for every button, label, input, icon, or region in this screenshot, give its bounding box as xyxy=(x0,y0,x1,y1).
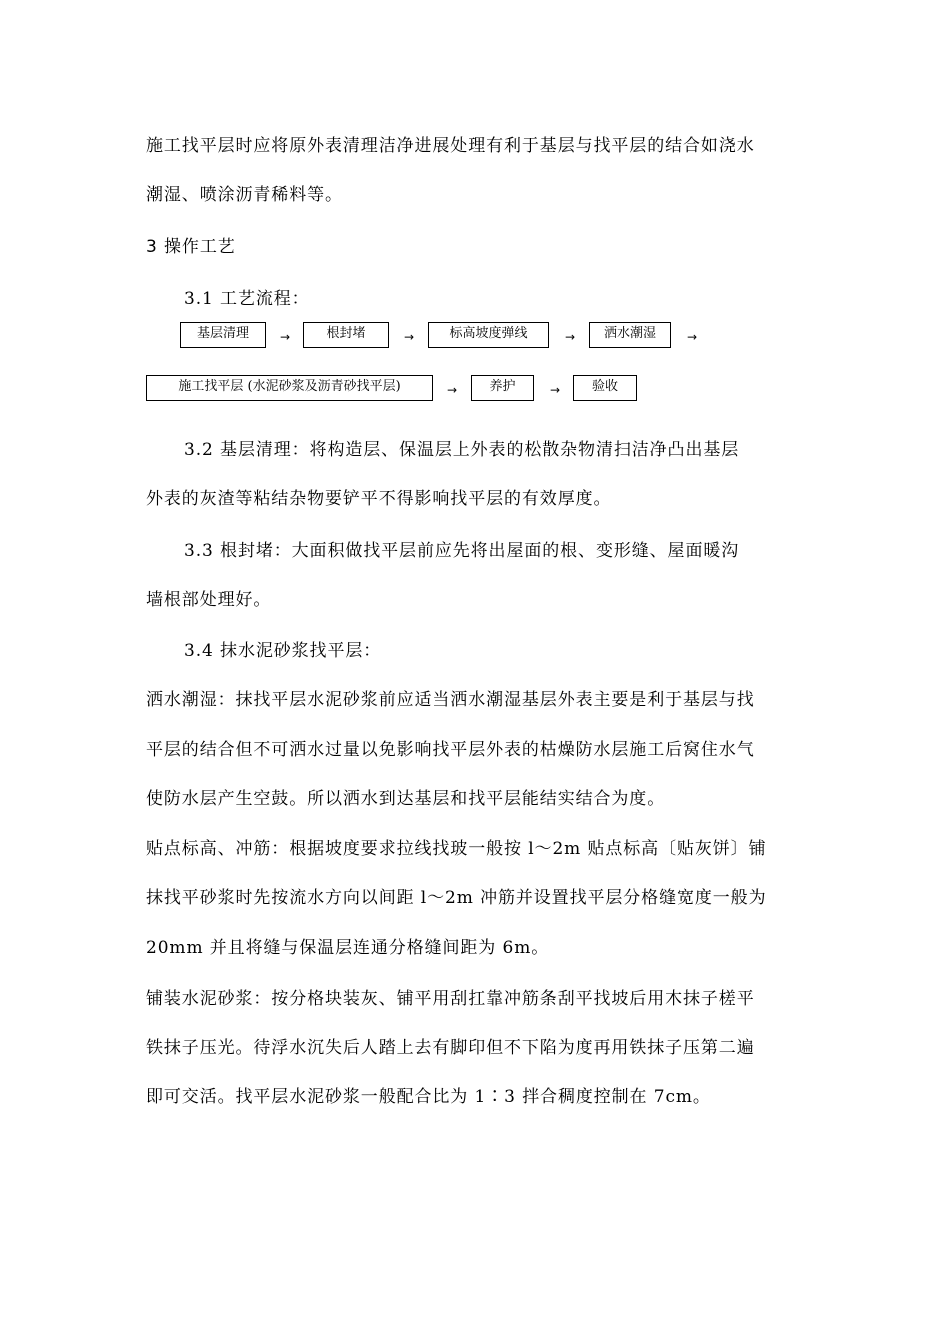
section-3-3-line-2: 墙根部处理好。 xyxy=(146,590,272,610)
marking-paragraph-line-1: 贴点标高、冲筋：根据坡度要求拉线找玻一般按 l～2m 贴点标高〔贴灰饼〕铺 xyxy=(146,839,767,859)
paving-paragraph-line-1: 铺装水泥砂浆：按分格块装灰、铺平用刮扛靠冲筋条刮平找坡后用木抹子槎平 xyxy=(146,989,755,1009)
paragraph-intro-line-1: 施工找平层时应将原外表清理洁净进展处理有利于基层与找平层的结合如浇水 xyxy=(146,136,755,156)
section-heading-3: 3 操作工艺 xyxy=(146,237,236,257)
wetting-paragraph-line-1: 洒水潮湿：抹找平层水泥砂浆前应适当洒水潮湿基层外表主要是利于基层与找 xyxy=(146,690,755,710)
flow-step-curing: 养护 xyxy=(471,375,534,401)
flow-step-leveling-layer: 施工找平层 (水泥砂浆及沥青砂找平层) xyxy=(146,375,433,401)
flow-arrow-icon: → xyxy=(280,330,291,344)
flow-step-root-sealing: 根封堵 xyxy=(303,322,389,348)
flow-arrow-icon: → xyxy=(550,383,561,397)
section-3-2-line-2: 外表的灰渣等粘结杂物要铲平不得影响找平层的有效厚度。 xyxy=(146,489,612,509)
flow-arrow-icon: → xyxy=(565,330,576,344)
flow-step-elevation-slope-marking: 标高坡度弹线 xyxy=(428,322,549,348)
section-3-2-line-1: 3.2 基层清理：将构造层、保温层上外表的松散杂物清扫洁净凸出基层 xyxy=(184,440,740,460)
flow-step-wetting: 洒水潮湿 xyxy=(589,322,671,348)
wetting-paragraph-line-3: 使防水层产生空鼓。所以洒水到达基层和找平层能结实结合为度。 xyxy=(146,789,666,809)
flow-step-base-cleaning: 基层清理 xyxy=(180,322,266,348)
flow-step-acceptance: 验收 xyxy=(573,375,637,401)
section-3-4-title: 3.4 抹水泥砂浆找平层： xyxy=(184,641,382,661)
marking-paragraph-line-2: 抹找平砂浆时先按流水方向以间距 l～2m 冲筋并设置找平层分格缝宽度一般为 xyxy=(146,888,767,908)
paving-paragraph-line-2: 铁抹子压光。待浮水沉失后人踏上去有脚印但不下陷为度再用铁抹子压第二遍 xyxy=(146,1038,755,1058)
flow-arrow-icon: → xyxy=(404,330,415,344)
flow-arrow-icon: → xyxy=(687,330,698,344)
wetting-paragraph-line-2: 平层的结合但不可洒水过量以免影响找平层外表的枯燥防水层施工后窝住水气 xyxy=(146,740,755,760)
section-3-3-line-1: 3.3 根封堵：大面积做找平层前应先将出屋面的根、变形缝、屋面暖沟 xyxy=(184,541,740,561)
paving-paragraph-line-3: 即可交活。找平层水泥砂浆一般配合比为 1∶3 拌合稠度控制在 7cm。 xyxy=(146,1087,711,1107)
paragraph-intro-line-2: 潮湿、喷涂沥青稀料等。 xyxy=(146,185,343,205)
flow-arrow-icon: → xyxy=(447,383,458,397)
marking-paragraph-line-3: 20mm 并且将缝与保温层连通分格缝间距为 6m。 xyxy=(146,938,550,958)
section-3-1-title: 3.1 工艺流程： xyxy=(184,289,310,309)
